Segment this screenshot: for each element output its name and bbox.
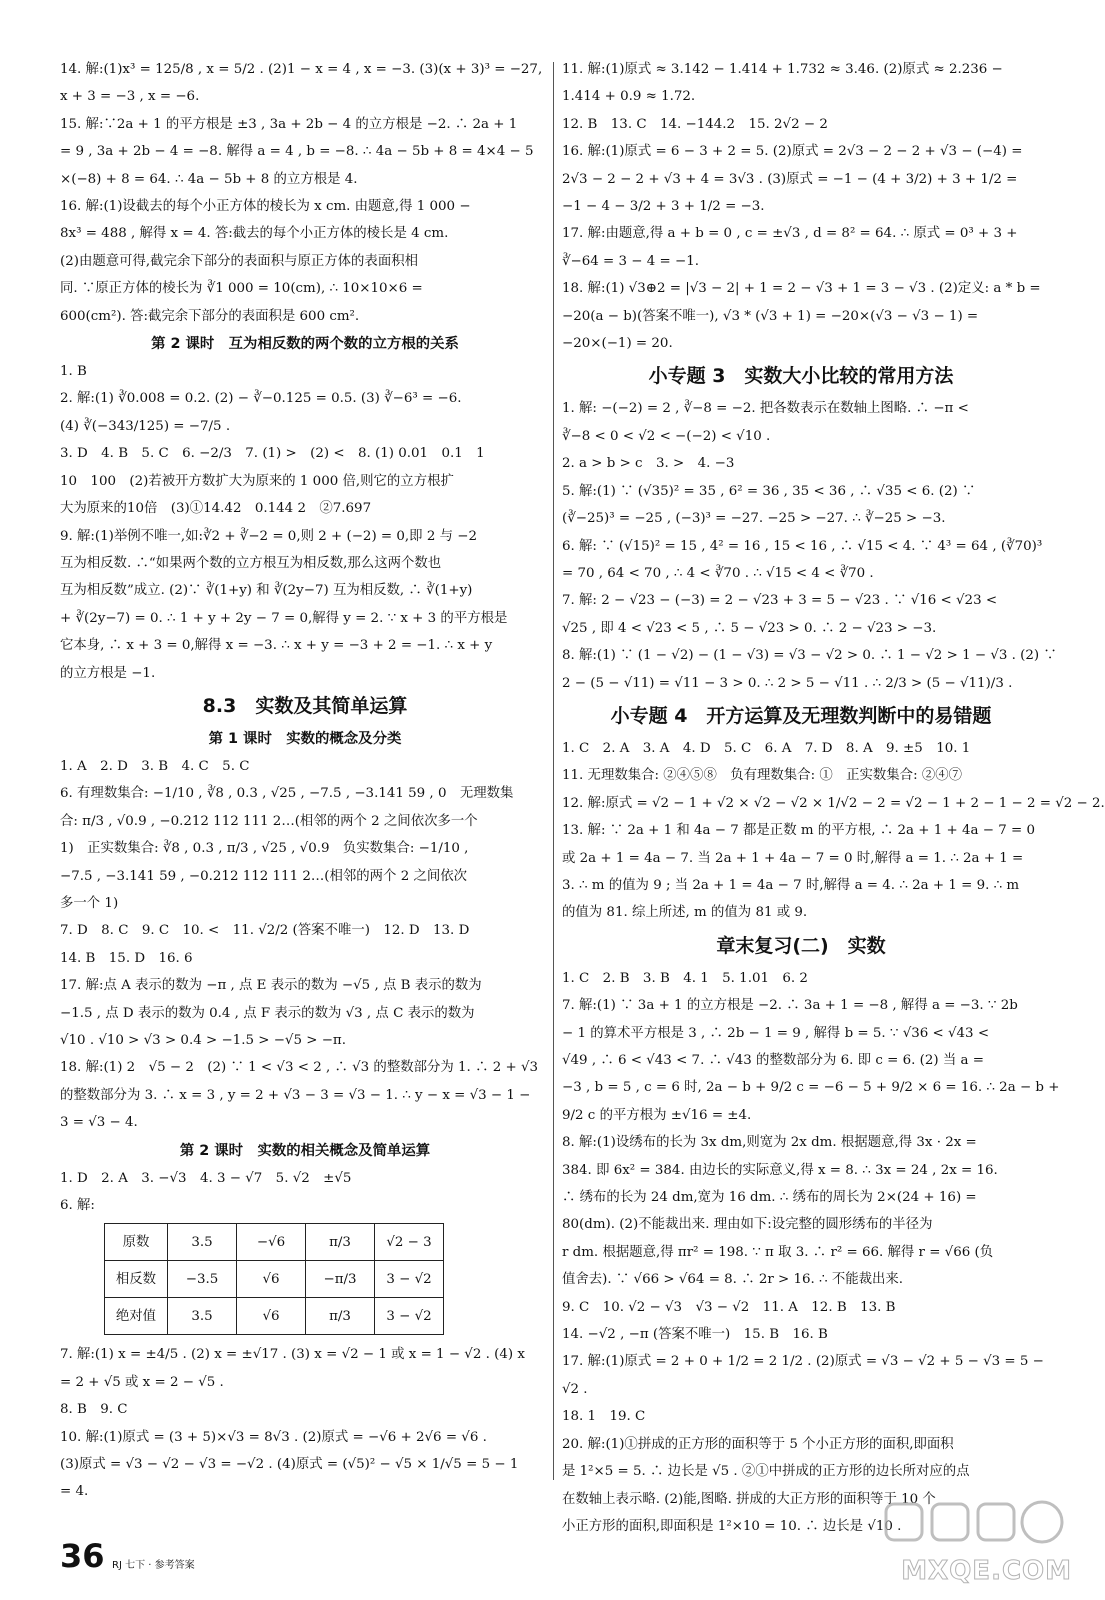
right-column — [562, 56, 1105, 1540]
answer-line: r dm. 根据题意,得 πr² = 198. ∵ π 取 3. ∴ r² = 66. 解得 r = √66 (负 — [562, 1244, 994, 1260]
answer-line: 10. 解:(1)原式 = (3 + 5)×√3 = 8√3 . (2)原式 = −√6 + 2√6 = √6 . — [60, 1429, 487, 1445]
table-cell: √2 − 3 — [375, 1224, 444, 1261]
answer-line: 1) 正实数集合: ∛8 , 0.3 , π/3 , √25 , √0.9 负实数集合: −1/10 , — [60, 841, 469, 857]
answer-line: −7.5̇ , −3.141 59 , −0.212 112 111 2…(相邻的两个 2 之间依次 — [60, 868, 468, 884]
answer-line: = 9 , 3a + 2b − 4 = −8. 解得 a = 4 , b = −8. ∴ 4a − 5b + 8 = 4×4 − 5 — [60, 144, 534, 160]
watermark-text: MXQE.COM — [901, 1556, 1072, 1586]
table-cell: π/3 — [306, 1224, 375, 1261]
table-cell: 相反数 — [105, 1261, 168, 1298]
answer-line: −3 , b = 5 , c = 6 时, 2a − b + 9/2 c = −6 − 5 + 9/2 × 6 = 16. ∴ 2a − b + — [562, 1080, 1060, 1096]
answers-group-a — [60, 56, 550, 330]
answer-line: 16. 解:(1)原式 = 6 − 3 + 2 = 5. (2)原式 = 2√3 − 2 − 2 + √3 − (−4) = — [562, 144, 1023, 160]
answers-group-b — [562, 395, 1057, 696]
answer-line: 17. 解:点 A 表示的数为 −π , 点 E 表示的数为 −√5 , 点 B 表示的数为 — [60, 978, 482, 994]
answer-line: 18. 解:(1) 2 √5 − 2 (2) ∵ 1 < √3 < 2 , ∴ √3 的整数部分为 1. ∴ 2 + √3 — [60, 1060, 539, 1076]
answer-line: 小正方形的面积,即面积是 1²×10 = 10. ∴ 边长是 √10 . — [562, 1518, 902, 1534]
answer-line: 10 100 (2)若被开方数扩大为原来的 1 000 倍,则它的立方根扩 — [60, 473, 454, 489]
answer-line: 值舍去). ∵ √66 > √64 = 8. ∴ 2r > 16. ∴ 不能裁出来. — [562, 1272, 904, 1288]
answer-line: ∛−64 = 3 − 4 = −1. — [562, 253, 700, 269]
answer-line: −1.5 , 点 D 表示的数为 0.4 , 点 F 表示的数为 √3 , 点 C 表示的数为 — [60, 1005, 475, 1021]
answer-line: 1. C 2. B 3. B 4. 1 5. 1.01 6. 2 — [562, 970, 808, 986]
answer-line: 8. B 9. C — [60, 1402, 128, 1418]
answer-line: −20×(−1) = 20. — [562, 336, 673, 352]
page-label: RJ 七下 · 参考答案 — [112, 1560, 195, 1571]
answer-line: 16. 解:(1)设截去的每个小正方体的棱长为 x cm. 由题意,得 1 000 − — [60, 199, 471, 215]
answer-line: 11. 解:(1)原式 ≈ 3.142 − 1.414 + 1.732 ≈ 3.46. (2)原式 ≈ 2.236 − — [562, 62, 1003, 77]
answer-line: 是 1²×5 = 5. ∴ 边长是 √5 . ②①中拼成的正方形的边长所对应的点 — [562, 1464, 970, 1480]
answer-line: 互为相反数”成立. (2)∵ ∛(1+y) 和 ∛(2y−7) 互为相反数, ∴ ∛(1+y) — [60, 583, 473, 599]
table-cell: −π/3 — [306, 1261, 375, 1298]
section-title: 章末复习(二) 实数 — [716, 934, 886, 957]
answer-line: 8. 解:(1) ∵ (1 − √2) − (1 − √3) = √3 − √2 > 0. ∴ 1 − √2 > 1 − √3 . (2) ∵ — [562, 648, 1057, 664]
table-row — [105, 1298, 444, 1335]
table-cell: 原数 — [105, 1224, 168, 1261]
answer-line: 互为相反数. ∴“如果两个数的立方根互为相反数,那么这两个数也 — [60, 555, 442, 571]
answer-line: 1. 解: −(−2) = 2 , ∛−8 = −2. 把各数表示在数轴上图略. ∴ −π < — [562, 401, 969, 417]
answer-line: 12. B 13. C 14. −144.2 15. 2√2 − 2 — [562, 116, 828, 132]
answer-line: (4) ∛(−343/125) = −7/5 . — [60, 418, 231, 434]
table-cell: √6 — [237, 1261, 306, 1298]
lesson-title: 第 2 课时 实数的相关概念及简单运算 — [179, 1142, 431, 1159]
watermark-logo-icon — [882, 1498, 1072, 1546]
answer-line: = 4. — [60, 1484, 89, 1500]
answer-line: √25 , 即 4 < √23 < 5 , ∴ 5 − √23 > 0. ∴ 2 − √23 > −3. — [562, 620, 937, 636]
answer-line: 1. A 2. D 3. B 4. C 5. C — [60, 758, 250, 774]
answer-line: 合: π/3 , √0.9 , −0.212 112 111 2…(相邻的两个 2 之间依次多一个 — [60, 813, 478, 829]
answer-line: 9/2 c 的平方根为 ±√16 = ±4. — [562, 1107, 752, 1123]
answer-line: 20. 解:(1)①拼成的正方形的面积等于 5 个小正方形的面积,即面积 — [562, 1436, 954, 1452]
answer-line: 6. 有理数集合: −1/10 , ∛8 , 0.3 , √25 , −7.5̇ , −3.141 59 , 0 无理数集 — [60, 786, 514, 802]
answer-line: 2√3 − 2 − 2 + √3 + 4 = 3√3 . (3)原式 = −1 − (4 + 3/2) + 3 + 1/2 = — [562, 171, 1018, 187]
section-title: 小专题 3 实数大小比较的常用方法 — [648, 365, 954, 388]
answer-line: 2 − (5 − √11) = √11 − 3 > 0. ∴ 2 > 5 − √11 . ∴ 2/3 > (5 − √11)/3 . — [562, 675, 1013, 691]
answer-line: 1. C 2. A 3. A 4. D 5. C 6. A 7. D 8. A 9. ±5 10. 1 — [562, 740, 971, 756]
answer-line: = 2 + √5 或 x = 2 − √5 . — [60, 1374, 224, 1390]
table-row — [105, 1261, 444, 1298]
answer-line: 或 2a + 1 = 4a − 7. 当 2a + 1 + 4a − 7 = 0 时,解得 a = 1. ∴ 2a + 1 = — [562, 850, 1024, 866]
answer-line: (2)由题意可得,截完余下部分的表面积与原正方体的表面积相 — [60, 253, 418, 269]
answer-line: 18. 解:(1) √3⊕2 = |√3 − 2| + 1 = 2 − √3 + 1 = 3 − √3 . (2)定义: a * b = — [562, 281, 1041, 297]
answers-group-d — [562, 965, 1060, 1541]
table-cell: 3.5 — [168, 1224, 237, 1261]
answer-line: 9. C 10. √2 − √3 √3 − √2 11. A 12. B 13. B — [562, 1299, 896, 1315]
section-title: 小专题 4 开方运算及无理数判断中的易错题 — [610, 704, 992, 727]
answer-line: 7. 解:(1) x = ±4/5 . (2) x = ±√17 . (3) x = √2 − 1 或 x = 1 − √2 . (4) x — [60, 1347, 525, 1363]
table-cell: −√6 — [237, 1224, 306, 1261]
answer-line: 8. 解:(1)设绣布的长为 3x dm,则宽为 2x dm. 根据题意,得 3x · 2x = — [562, 1135, 977, 1151]
answer-line: 同. ∵原正方体的棱长为 ∛1 000 = 10(cm), ∴ 10×10×6 = — [60, 281, 423, 297]
lesson-title: 第 1 课时 实数的概念及分类 — [208, 730, 402, 747]
table-cell: π/3 — [306, 1298, 375, 1335]
answer-line: = 70 , 64 < 70 , ∴ 4 < ∛70 . ∴ √15 < 4 < ∛70 . — [562, 565, 874, 581]
answer-line: 11. 无理数集合: ②④⑤⑧ 负有理数集合: ① 正实数集合: ②④⑦ — [562, 768, 963, 784]
answer-line: 多一个 1) — [60, 895, 119, 911]
answer-line: 15. 解:∵2a + 1 的平方根是 ±3 , 3a + 2b − 4 的立方根是 −2. ∴ 2a + 1 — [60, 116, 518, 132]
answer-line: √10 . √10 > √3 > 0.4 > −1.5 > −√5 > −π. — [60, 1033, 346, 1048]
answer-line: 12. 解:原式 = √2 − 1 + √2 × √2 − √2 × 1/√2 − 2 = √2 − 1 + 2 − 1 − 2 = √2 − 2. — [562, 795, 1105, 811]
answer-line: 9. 解:(1)举例不唯一,如:∛2 + ∛−2 = 0,则 2 + (−2) = 0,即 2 与 −2 — [60, 528, 477, 544]
answer-line: (∛−25)³ = −25 , (−3)³ = −27. −25 > −27. ∴ ∛−25 > −3. — [562, 511, 946, 527]
answer-line: 3 = √3 − 4. — [60, 1115, 138, 1131]
answers-group-e — [60, 1341, 550, 1505]
table-cell: 3 − √2 — [375, 1261, 444, 1298]
answer-line: 2. 解:(1) ∛0.008 = 0.2. (2) − ∛−0.125 = 0.5. (3) ∛−6³ = −6. — [60, 391, 462, 407]
table-cell: 3 − √2 — [375, 1298, 444, 1335]
answer-line: 600(cm²). 答:截完余下部分的表面积是 600 cm². — [60, 308, 360, 324]
answer-line: 17. 解:由题意,得 a + b = 0 , c = ±√3 , d = 8² = 64. ∴ 原式 = 0³ + 3 + — [562, 226, 1018, 242]
answer-line: √49 , ∴ 6 < √43 < 7. ∴ √43 的整数部分为 6. 即 c = 6. (2) 当 a = — [562, 1053, 984, 1068]
answers-group-c — [60, 753, 550, 1137]
answer-line: 的立方根是 −1. — [60, 665, 156, 681]
answer-line: 1. D 2. A 3. −√3 4. 3 − √7 5. √2 ±√5 — [60, 1170, 352, 1186]
answer-line: 3. D 4. B 5. C 6. −2/3 7. (1) > (2) < 8. (1) 0.01 0.1 1 — [60, 446, 485, 462]
answer-line: 80(dm). (2)不能裁出来. 理由如下:设完整的圆形绣布的半径为 — [562, 1217, 933, 1233]
answer-line: 14. −√2 , −π (答案不唯一) 15. B 16. B — [562, 1327, 828, 1343]
lesson-title: 第 2 课时 互为相反数的两个数的立方根的关系 — [151, 336, 459, 353]
table-cell: √6 — [237, 1298, 306, 1335]
table-cell: −3.5 — [168, 1261, 237, 1298]
answer-line: 18. 1 19. C — [562, 1409, 646, 1425]
answers-group-a — [562, 56, 1040, 357]
answer-line: 6. 解: ∵ (√15)² = 15 , 4² = 16 , 15 < 16 , ∴ √15 < 4. ∵ 4³ = 64 , (∛70)³ — [562, 538, 1043, 554]
table-cell: 绝对值 — [105, 1298, 168, 1335]
answers-group-d — [60, 1165, 550, 1220]
answer-line: 14. 解:(1)x³ = 125/8 , x = 5/2 . (2)1 − x = 4 , x = −3. (3)(x + 3)³ = −27, — [60, 62, 543, 77]
answer-line: ∛−8 < 0 < √2 < −(−2) < √10 . — [562, 428, 771, 444]
answer-line: ×(−8) + 8 = 64. ∴ 4a − 5b + 8 的立方根是 4. — [60, 171, 358, 187]
answer-line: 7. 解:(1) ∵ 3a + 1 的立方根是 −2. ∴ 3a + 1 = −8 , 解得 a = −3. ∵ 2b — [562, 998, 1018, 1014]
left-column — [60, 56, 550, 1506]
number-table — [104, 1223, 444, 1335]
table-cell: 3.5 — [168, 1298, 237, 1335]
table-row — [105, 1224, 444, 1261]
answer-line: ∴ 绣布的长为 24 dm,宽为 16 dm. ∴ 绣布的周长为 2×(24 + 16) = — [562, 1190, 977, 1206]
answer-line: 14. B 15. D 16. 6 — [60, 950, 193, 966]
answers-group-c — [562, 735, 1105, 927]
watermark — [876, 1498, 1072, 1586]
answer-line: 在数轴上表示略. (2)能,图略. 拼成的大正方形的面积等于 10 个 — [562, 1491, 936, 1507]
answers-group-b — [60, 358, 550, 687]
answer-line: 7. 解: 2 − √23 − (−3) = 2 − √23 + 3 = 5 − √23 . ∵ √16 < √23 < — [562, 593, 998, 609]
answer-line: 2. a > b > c 3. > 4. −3 — [562, 456, 735, 472]
answer-line: 1.414 + 0.9 ≈ 1.72. — [562, 89, 696, 105]
answer-line: 大为原来的10倍 (3)①14.42 0.144 2 ②7.697 — [60, 501, 372, 517]
answer-line: 7. D 8. C 9. C 10. < 11. √2/2 (答案不唯一) 12. D 13. D — [60, 923, 470, 939]
answer-line: 13. 解: ∵ 2a + 1 和 4a − 7 都是正数 m 的平方根, ∴ 2a + 1 + 4a − 7 = 0 — [562, 823, 1036, 839]
answer-line: 8x³ = 488 , 解得 x = 4. 答:截去的每个小正方体的棱长是 4 cm. — [60, 226, 449, 242]
answer-line: 的整数部分为 3. ∴ x = 3 , y = 2 + √3 − 3 = √3 − 1. ∴ y − x = √3 − 1 − — [60, 1087, 531, 1103]
answer-line: x + 3 = −3 , x = −6. — [60, 89, 200, 105]
answer-line: + ∛(2y−7) = 0. ∴ 1 + y + 2y − 7 = 0,解得 y = 2. ∵ x + 3 的平方根是 — [60, 610, 508, 626]
answer-line: 5. 解:(1) ∵ (√35)² = 35 , 6² = 36 , 35 < 36 , ∴ √35 < 6. (2) ∵ — [562, 483, 976, 499]
section-title: 8.3 实数及其简单运算 — [202, 694, 408, 717]
answer-line: −1 − 4 − 3/2 + 3 + 1/2 = −3. — [562, 199, 765, 215]
answer-line: 17. 解:(1)原式 = 2 + 0 + 1/2 = 2 1/2 . (2)原式 = √3 − √2 + 5 − √3 = 5 − — [562, 1354, 1044, 1370]
column-divider — [553, 62, 554, 1480]
answer-line: 3. ∴ m 的值为 9 ; 当 2a + 1 = 4a − 7 时,解得 a = 4. ∴ 2a + 1 = 9. ∴ m — [562, 877, 1020, 893]
answer-line: − 1 的算术平方根是 3 , ∴ 2b − 1 = 9 , 解得 b = 5. ∵ √36 < √43 < — [562, 1025, 990, 1041]
answer-line: 它本身, ∴ x + 3 = 0,解得 x = −3. ∴ x + y = −3 + 2 = −1. ∴ x + y — [60, 638, 493, 654]
answer-line: 384. 即 6x² = 384. 由边长的实际意义,得 x = 8. ∴ 3x = 24 , 2x = 16. — [562, 1162, 998, 1178]
answer-line: −20(a − b)(答案不唯一), √3 * (√3 + 1) = −20×(√3 − √3 − 1) = — [562, 308, 979, 324]
answer-line: (3)原式 = √3 − √2 − √3 = −√2 . (4)原式 = (√5)² − √5 × 1/√5 = 5 − 1 — [60, 1457, 519, 1473]
answer-line: 的值为 81. 综上所述, m 的值为 81 或 9. — [562, 905, 808, 921]
page-number: 36 — [60, 1537, 105, 1575]
answer-line: 1. B — [60, 364, 87, 380]
answer-line: 6. 解: — [60, 1198, 95, 1214]
answer-line: √2 . — [562, 1381, 588, 1397]
